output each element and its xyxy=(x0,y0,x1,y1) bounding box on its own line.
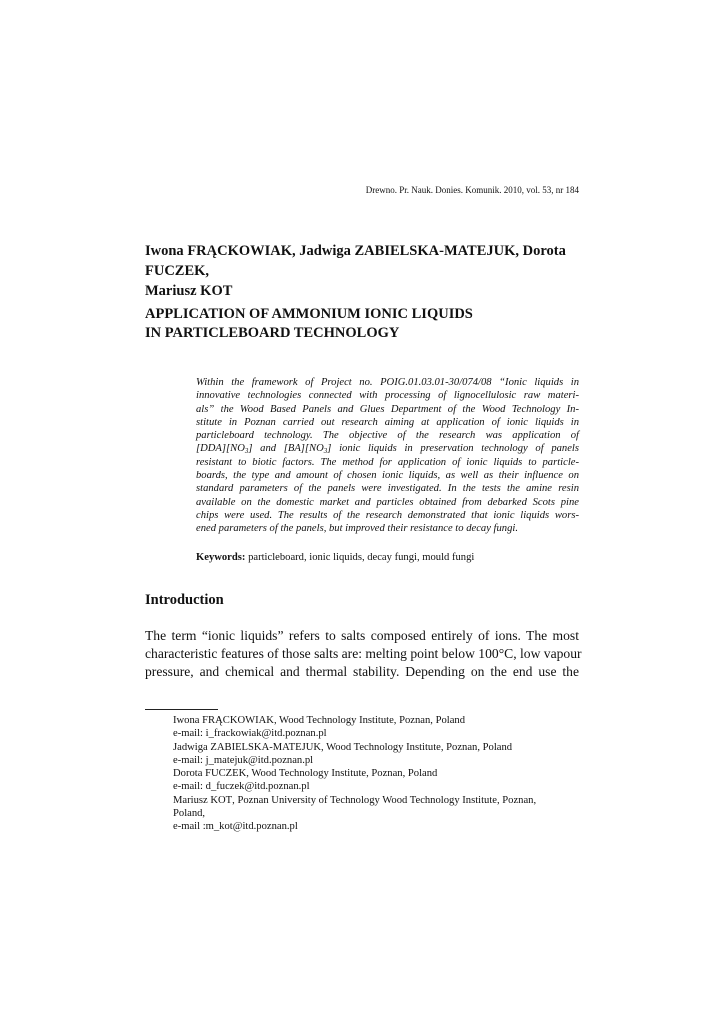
footnote-surname: FUCZEK xyxy=(205,768,247,780)
author-surname: FUCZEK xyxy=(145,263,206,279)
subscript: 3 xyxy=(244,447,249,456)
title-line: IN PARTICLEBOARD TECHNOLOGY xyxy=(145,325,400,341)
footnote-email: e-mail: i_frackowiak@itd.poznan.pl xyxy=(173,728,327,740)
footnote-institution: , Wood Technology Institute, Poznan, Poland xyxy=(321,741,513,753)
footnote-surname: FRĄCKOWIAK xyxy=(202,715,274,726)
footnote-first-name: Dorota xyxy=(173,768,203,780)
author-surname: ZABIELSKA-MATEJUK xyxy=(354,243,516,259)
paper-title xyxy=(145,305,585,343)
footnote-institution: , Poznan University of Technology Wood Technology Institute, Poznan, xyxy=(232,794,537,806)
keywords xyxy=(196,552,579,563)
author-surname: FRĄCKOWIAK xyxy=(187,243,293,259)
author-line-1: Iwona FRĄCKOWIAK, Jadwiga ZABIELSKA-MATEJUK, Dorota FUCZEK, xyxy=(145,243,566,279)
formula-ba: ] and [BA][NO xyxy=(248,443,324,455)
footnote-divider xyxy=(145,709,218,710)
abstract-line: als” the Wood Based Panels and Glues Department of the Wood Technology In- xyxy=(196,403,579,415)
abstract-line: resistant to biotic factors. The method for application of ionic liquids to particle- xyxy=(196,456,579,468)
abstract-line: innovative technologies connected with processing of lignocellulosic raw materi- xyxy=(196,390,579,402)
footnote-surname: KOT xyxy=(210,794,233,806)
author-first-name: Iwona xyxy=(145,243,184,259)
author-first-name: Jadwiga xyxy=(299,243,351,259)
abstract-line: stitute in Poznan carried out research aiming at application of ionic liquids in xyxy=(196,416,579,428)
author-line-2 xyxy=(145,281,585,301)
paragraph-line: characteristic features of those salts are: melting point below 100°C, low vapour xyxy=(145,646,582,661)
footnote-institution: , Wood Technology Institute, Poznan, Poland xyxy=(273,715,465,726)
author-list xyxy=(145,241,585,301)
abstract-line: Within the framework of Project no. POIG.01.03.01-30/074/08 “Ionic liquids in xyxy=(196,377,579,388)
footnote-first-name: Iwona xyxy=(173,715,200,726)
abstract-line: particleboard technology. The objective of the research was application of xyxy=(196,430,579,442)
footnote-affiliation-continued: Poland, xyxy=(173,808,206,820)
footnote-surname: ZABIELSKA-MATEJUK xyxy=(210,741,322,753)
footnote-affiliation xyxy=(173,714,583,727)
keywords-label: Keywords: xyxy=(196,552,246,563)
abstract-line-formula xyxy=(196,442,579,455)
footnote-institution: , Wood Technology Institute, Poznan, Poland xyxy=(246,768,438,780)
footnote-affiliation xyxy=(173,767,583,780)
abstract-line: ened parameters of the panels, but improved their resistance to decay fungi. xyxy=(196,523,518,535)
abstract xyxy=(196,376,579,536)
abstract-line: available on the domestic market and particles obtained from debarked Scots pine xyxy=(196,496,579,508)
abstract-line: chips were used. The results of the research demonstrated that ionic liquids wors- xyxy=(196,509,579,521)
footnote-email: e-mail: d_fuczek@itd.poznan.pl xyxy=(173,781,310,793)
abstract-text: ] ionic liquids in preservation technology of panels xyxy=(327,443,579,455)
introduction-paragraph xyxy=(145,627,582,681)
abstract-line: standard parameters of the panels were investigated. In the tests the amine resin xyxy=(196,483,579,495)
author-surname: KOT xyxy=(200,283,233,299)
abstract-line: boards, the type and amount of chosen ionic liquids, as well as their influence on xyxy=(196,470,579,482)
footnote-affiliation xyxy=(173,794,583,807)
footnote-affiliation xyxy=(173,741,583,754)
title-line: APPLICATION OF AMMONIUM IONIC LIQUIDS xyxy=(145,306,473,322)
author-first-name: Mariusz xyxy=(145,283,197,299)
footnote-first-name: Mariusz xyxy=(173,794,208,806)
footnote-first-name: Jadwiga xyxy=(173,741,208,753)
footnote-email: e-mail :m_kot@itd.poznan.pl xyxy=(173,821,298,833)
author-first-name: Dorota xyxy=(522,243,566,259)
subscript: 3 xyxy=(323,447,328,456)
keywords-text: particleboard, ionic liquids, decay fungi, mould fungi xyxy=(245,552,475,563)
footnotes xyxy=(173,714,583,834)
paragraph-line: pressure, and chemical and thermal stability. Depending on the end use the xyxy=(145,664,579,679)
section-heading-introduction: Introduction xyxy=(145,592,224,608)
journal-reference: Drewno. Pr. Nauk. Donies. Komunik. 2010, vol. 53, nr 184 xyxy=(365,185,579,195)
formula-dda: [DDA][NO xyxy=(196,443,245,455)
footnote-email: e-mail: j_matejuk@itd.poznan.pl xyxy=(173,754,314,766)
paragraph-line: The term “ionic liquids” refers to salts composed entirely of ions. The most xyxy=(145,628,579,643)
